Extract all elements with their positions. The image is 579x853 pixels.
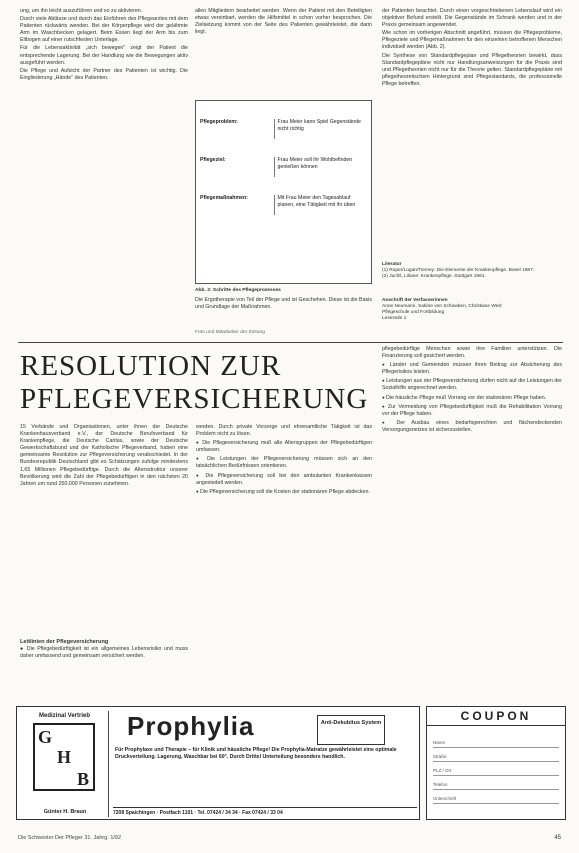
- paragraph: Die Ergotherapie von Teil der Pflege und ist Geschehen. Diese ist die Basis und Grundlage der Maßnahmen.: [195, 297, 372, 311]
- author-title: Anschrift der Verfasserinnen: [382, 298, 448, 303]
- brand-name: Prophylia: [127, 711, 255, 741]
- table-row: [200, 195, 367, 215]
- ghb-logo: [33, 723, 95, 791]
- bullet-item: ● Die Leistungen der Pflegeversicherung müssen sich an den tatsächlichen Bedürfnissen orientieren.: [196, 455, 372, 470]
- bullet-item: ● Der Ausbau eines bedarfsgerechten und flächendeckenden Versorgungsnetzes ist sicherzustellen.: [382, 419, 562, 434]
- paragraph: 15 Verbände und Organisationen, unter ihnen der Deutsche Krankenhausverband e.V., der Deutsche Berufsverband für Krankenpflege, die Deutsche Caritas, sowie der Deutsche Gewerkschaftsbund und der Katholische Pflegeverband, haben eine gemeinsame Resolution zur Pflegeversicherung verabschiedet. In der Bundesrepublik Deutschland gibt es Schätzungen zufolge mindestens 1,65 Millionen Pflegebedürftige. Durch die Altersstruktur unserer Bevölkerung wird die Zahl der Pflegebedürftigen in den nächsten 20 Jahren um rund 250.000 Personen zunehmen.: [20, 424, 188, 487]
- table-row: [200, 157, 367, 177]
- journal-footer: Die Schwester Der Pfleger 31. Jahrg. 1/92: [18, 835, 122, 841]
- vendor-title: Medizinal Vertrieb: [38, 713, 90, 719]
- article-column-1: [20, 8, 188, 338]
- footnote: Foto und Mitarbeiter der Zeitung: [195, 330, 265, 335]
- coupon-field[interactable]: PLZ / Ort: [433, 768, 559, 776]
- bullet-item: ● Die Pflegeversicherung soll die Kosten der stationären Pflege abdecken.: [196, 488, 372, 496]
- bullet-item: ● Die häusliche Pflege muß Vorrang vor der stationären Pflege haben.: [382, 394, 562, 402]
- article-headline: RESOLUTION ZUR PFLEGEVERSICHERUNG: [20, 350, 369, 415]
- paragraph: der Patienten beachtet. Durch einen vorgeschriebenen Lebenslauf wird ein objektiver Befund erstellt. Die Gegenstände im Schrank werden und in der Praxis gemeinsam angewendet.: [382, 8, 562, 29]
- literature-title: Literatur: [382, 262, 402, 267]
- row-value: Frau Meier soll ihr Wohlbefinden genießen können: [274, 157, 367, 177]
- ad-description: Für Prophylaxe und Therapie – für Klinik und häusliche Pflege! Die Prophylia-Matratze gewährleistet eine optimale Druckverteilung. Lagerung, Waschbar bei 60°. Durch Drittel Unterteilung besonders handlich.: [115, 747, 397, 760]
- section-divider: [18, 342, 563, 343]
- row-key: Pflegeziel:: [200, 157, 226, 163]
- logo-letter: B: [77, 769, 90, 789]
- paragraph: ● Die Pflegebedürftigkeit ist ein allgemeines Lebensrisiko und muss daher umfassend und gemeinsam versichert werden.: [20, 646, 188, 660]
- figure-caption: Abb. 2: Schritte des Pflegeprozesses: [195, 288, 281, 293]
- vendor-logo-panel: [21, 711, 109, 817]
- coupon-field[interactable]: Straße: [433, 754, 559, 762]
- prophylia-advertisement: [16, 706, 420, 820]
- row-key: Pflegeproblem:: [200, 119, 238, 125]
- section-subheading: Leitlinien der Pflegeversicherung: [20, 639, 109, 645]
- literature-entry: (2) Juchli, Liliane: Krankenpflege. Stuttgart 1991.: [382, 274, 486, 279]
- paragraph: werden. Durch private Vorsorge und ehrenamtliche Tätigkeit ist das Problem nicht zu lösen.: [196, 424, 372, 438]
- bullet-item: ● Zur Vermeidung von Pflegebedürftigkeit muß die Rehabilitation Vorrang vor der Pflege haben.: [382, 403, 562, 418]
- bullet-item: ● Die Pflegeversicherung muß alle Altersgruppen der Pflegebedürftigen umfassen.: [196, 439, 372, 454]
- bullet-item: ● Länder und Gemeinden müssen ihren Beitrag zur Absicherung des Pflegerisikos leisten.: [382, 361, 562, 376]
- literature-entry: (1) Roper/Logan/Tierney: Die Elemente der Krankenpflege. Basel 1987.: [382, 268, 535, 273]
- row-value: Mit Frau Meier den Tagesablauf planen, eine Tätigkeit mit ihr üben: [274, 195, 367, 215]
- author-line: Pflegeschule und Fortbildung: [382, 310, 445, 315]
- vendor-owner: Günter H. Braun: [43, 809, 87, 815]
- paragraph: Durch viele Ablässe und durch das Einführen des Pflegearztes mit dem Patienten rückwärts wenden. Bei der Körperpflege wird der gelähmte Arm im Waschbecken gelagert. Beim Essen liegt der Arm bis zum Ellbogen auf einer rutschfesten Unterlage.: [20, 16, 188, 44]
- paragraph: allen Mitgliedern bearbeitet werden. Wenn der Patient mit den Beteiligten etwas vereinbart, werden die Hilfsmittel in schon vorher besprochen. Die Zielsetzung kommt von der Seite des Patienten gewährleistet, die darin liegt.: [195, 8, 372, 36]
- resolution-column-2: [196, 424, 372, 700]
- row-key: Pflegemaßnahmen:: [200, 195, 248, 201]
- article-column-2-cont: [195, 297, 372, 327]
- bullet-item: ● Die Pflegeversicherung soll bei den ambulanten Krankenkassen angesiedelt werden.: [196, 472, 372, 487]
- article-column-2: [195, 8, 372, 94]
- paragraph: Die Synthese von Standardpflegeplan und Pflegetheorien bewirkt, dass Standardpflegepläne nicht nur Handlungsanweisungen für die Praxis sind und Pflegetheorien nicht nur für die Theorie gelten. Standardpflegepläne mit pflegetheoretischem Hintergrund sind Pflegestandards, die professionelle Pflege betreffen.: [382, 52, 562, 87]
- coupon-field[interactable]: Unterschrift: [433, 796, 559, 804]
- coupon-field[interactable]: Name: [433, 740, 559, 748]
- literature-block: [382, 262, 562, 280]
- author-address: [382, 298, 562, 322]
- table-row: [200, 119, 367, 139]
- pflegeprozess-table: [195, 100, 372, 284]
- paragraph: ung, um ihn leicht auszuführen und so zu aktivieren.: [20, 8, 143, 14]
- paragraph: Die Pflege und Aufsicht der Partner des Patienten ist wichtig. Die Eingliederung „Hände" des Patienten.: [20, 67, 188, 81]
- ad-contact: 7208 Spaichingen · Postfach 1101 · Tel. 07424 / 34 34 · Fax 07424 / 33 04: [113, 807, 417, 816]
- author-line: Lesezeile 1: [382, 316, 407, 321]
- logo-letter: H: [57, 747, 72, 767]
- paragraph: Wie schon im vorherigen Abschnitt angeführt, müssen die Pflegeprobleme, Pflegeziele und Pflegemaßnahmen für den einzelnen betroffenen Menschen individuell werden (Abb. 2).: [382, 30, 562, 51]
- paragraph: pflegebedürftige Menschen sowie ihre Familien unterstützen. Die Finanzierung soll gesichert werden.: [382, 346, 562, 360]
- resolution-column-1: [20, 424, 188, 634]
- product-badge: Anti-Dekubitus System: [317, 715, 385, 745]
- bullet-item: ● Leistungen aus der Pflegeversicherung dürfen nicht auf die Leistungen der Sozialhilfe angerechnet werden.: [382, 377, 562, 392]
- article-column-3: [382, 8, 562, 260]
- paragraph: Für die Lebensaktivität „sich bewegen" zeigt der Patient die entsprechende Lagerung. Bei der Handlung wie die Bewegungen aktiv ausgeführt werden.: [20, 45, 188, 66]
- coupon-title: COUPON: [427, 707, 565, 726]
- order-coupon[interactable]: [426, 706, 566, 820]
- author-line: Anne Neumann, Sabine von Schwaben, Christiane Welz: [382, 304, 502, 309]
- logo-letter: G: [38, 727, 53, 747]
- page-number: 45: [554, 835, 561, 841]
- resolution-column-3: [382, 346, 562, 700]
- row-value: Frau Meier kann Spiel Gegenstände nicht richtig: [274, 119, 367, 139]
- resolution-column-1-sub: [20, 636, 188, 698]
- coupon-field[interactable]: Telefon: [433, 782, 559, 790]
